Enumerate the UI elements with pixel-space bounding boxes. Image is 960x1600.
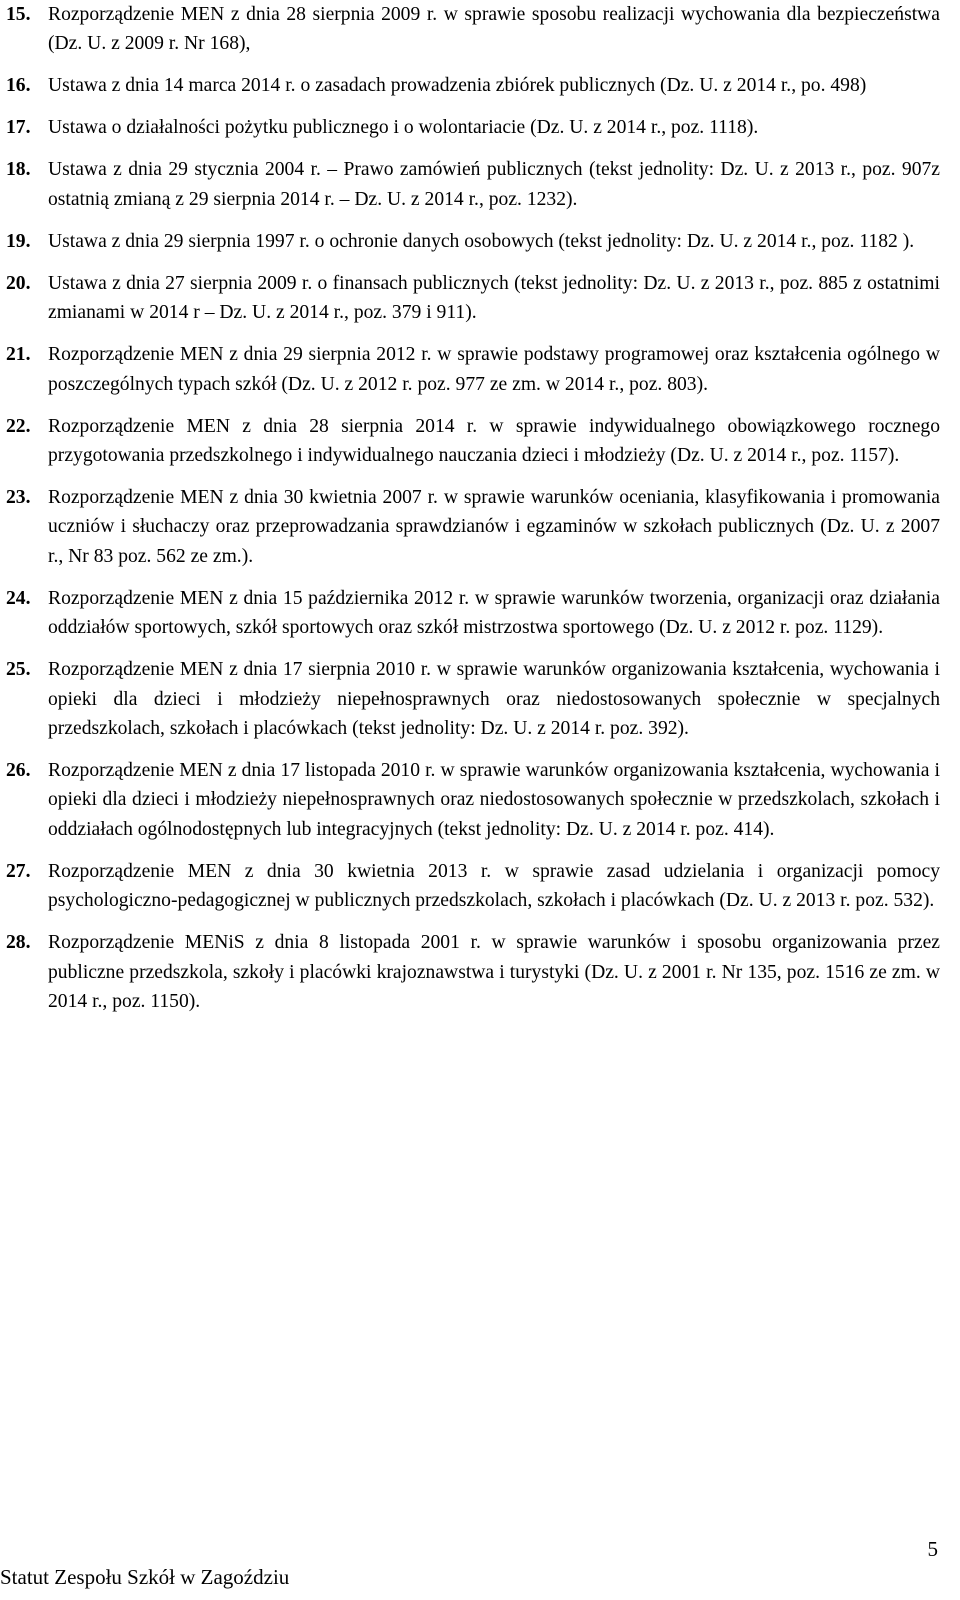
list-item <box>6 0 940 59</box>
list-item-number: 21. <box>6 344 31 366</box>
list-item-text: Rozporządzenie MEN z dnia 15 października 2012 r. w sprawie warunków tworzenia, organizacji oraz działania oddziałów sportowych, szkół sportowych oraz szkół mistrzostwa sportowego (Dz. U. z 2012 r. poz. 1129). <box>48 587 940 639</box>
list-item-text: Rozporządzenie MEN z dnia 28 sierpnia 2009 r. w sprawie sposobu realizacji wychowania dla bezpieczeństwa (Dz. U. z 2009 r. Nr 168), <box>48 4 940 55</box>
list-item-text: Rozporządzenie MEN z dnia 28 sierpnia 2014 r. w sprawie indywidualnego obowiązkowego rocznego przygotowania przedszkolnego i indywidualnego nauczania dzieci i młodzieży (Dz. U. z 2014 r., poz. 1157). <box>48 415 940 467</box>
list-item-number: 23. <box>6 487 31 509</box>
list-item <box>6 155 940 214</box>
page-number: 5 <box>927 1537 938 1561</box>
list-item-number: 15. <box>6 4 31 25</box>
list-item-text: Rozporządzenie MEN z dnia 17 listopada 2010 r. w sprawie warunków organizowania kształcenia, wychowania i opieki dla dzieci i młodzieży niepełnosprawnych oraz niedostosowanych społecznie w przedszkolach, szkołach i oddziałach ogólnodostępnych lub integracyjnych (tekst jednolity: Dz. U. z 2014 r. poz. 414). <box>48 760 940 840</box>
list-item-text: Rozporządzenie MEN z dnia 30 kwietnia 2007 r. w sprawie warunków oceniania, klasyfikowania i promowania uczniów i słuchaczy oraz przeprowadzania sprawdzianów i egzaminów w szkołach publicznych (Dz. U. z 2007 r., Nr 83 poz. 562 ze zm.). <box>48 487 940 567</box>
list-item <box>6 584 940 643</box>
list-item <box>6 655 940 743</box>
list-item-text: Rozporządzenie MEN z dnia 29 sierpnia 2012 r. w sprawie podstawy programowej oraz kształcenia ogólnego w poszczególnych typach szkół (Dz. U. z 2012 r. poz. 977 ze zm. w 2014 r., poz. 803). <box>48 344 940 395</box>
list-item <box>6 756 940 844</box>
list-item <box>6 269 940 328</box>
list-item-text: Ustawa o działalności pożytku publicznego i o wolontariacie (Dz. U. z 2014 r., poz. 1118). <box>48 117 759 139</box>
list-item-number: 20. <box>6 272 31 294</box>
list-item-number: 19. <box>6 230 31 252</box>
list-item-number: 25. <box>6 659 31 681</box>
list-item <box>6 340 940 399</box>
list-item <box>6 71 940 100</box>
list-item <box>6 928 940 1016</box>
list-item-number: 26. <box>6 760 31 782</box>
list-item-text: Ustawa z dnia 27 sierpnia 2009 r. o finansach publicznych (tekst jednolity: Dz. U. z 2013 r., poz. 885 z ostatnimi zmianami w 2014 r – Dz. U. z 2014 r., poz. 379 i 911). <box>48 272 940 324</box>
legal-references-list <box>6 0 940 1029</box>
list-item-number: 17. <box>6 117 31 139</box>
list-item-text: Ustawa z dnia 29 stycznia 2004 r. – Prawo zamówień publicznych (tekst jednolity: Dz. U. z 2013 r., poz. 907z ostatnią zmianą z 29 sierpnia 2014 r. – Dz. U. z 2014 r., poz. 1232). <box>48 159 940 210</box>
list-item <box>6 483 940 571</box>
list-item-text: Ustawa z dnia 29 sierpnia 1997 r. o ochronie danych osobowych (tekst jednolity: Dz. U. z 2014 r., poz. 1182 ). <box>48 230 915 252</box>
list-item <box>6 412 940 471</box>
list-item-text: Rozporządzenie MEN z dnia 17 sierpnia 2010 r. w sprawie warunków organizowania kształcenia, wychowania i opieki dla dzieci i młodzieży niepełnosprawnych oraz niedostosowanych społecznie w specjalnych przedszkolach, szkołach i placówkach (tekst jednolity: Dz. U. z 2014 r. poz. 392). <box>48 659 940 740</box>
list-item-number: 18. <box>6 159 31 181</box>
list-item-number: 22. <box>6 415 31 437</box>
footer-title: Statut Zespołu Szkół w Zagoździu <box>0 1565 290 1589</box>
list-item-number: 28. <box>6 932 31 954</box>
list-item-number: 24. <box>6 587 31 609</box>
list-item <box>6 857 940 916</box>
list-item-number: 27. <box>6 860 31 882</box>
list-item-text: Ustawa z dnia 14 marca 2014 r. o zasadach prowadzenia zbiórek publicznych (Dz. U. z 2014 r., po. 498) <box>48 75 867 97</box>
list-item <box>6 227 940 256</box>
list-item-text: Rozporządzenie MENiS z dnia 8 listopada 2001 r. w sprawie warunków i sposobu organizowania przez publiczne przedszkola, szkoły i placówki krajoznawstwa i turystyki (Dz. U. z 2001 r. Nr 135, poz. 1516 ze zm. w 2014 r., poz. 1150). <box>48 932 940 1013</box>
list-item-number: 16. <box>6 75 31 97</box>
list-item-text: Rozporządzenie MEN z dnia 30 kwietnia 2013 r. w sprawie zasad udzielania i organizacji pomocy psychologiczno-pedagogicznej w publicznych przedszkolach, szkołach i placówkach (Dz. U. z 2013 r. poz. 532). <box>48 860 940 912</box>
list-item <box>6 113 940 142</box>
